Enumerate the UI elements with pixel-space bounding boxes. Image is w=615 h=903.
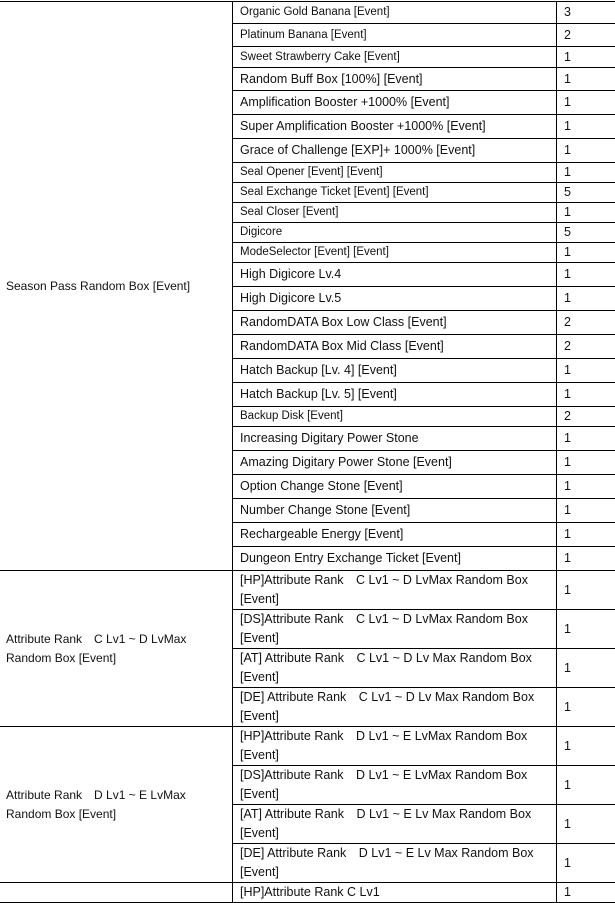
item-name-cell: Platinum Banana [Event]	[233, 24, 557, 47]
item-name-cell: Amazing Digitary Power Stone [Event]	[233, 451, 557, 475]
item-name-cell: Number Change Stone [Event]	[233, 499, 557, 523]
item-quantity-cell: 1	[557, 427, 615, 451]
reward-table	[0, 1, 615, 903]
item-quantity-cell: 1	[557, 727, 615, 766]
item-quantity-cell: 2	[557, 24, 615, 47]
item-name-cell: High Digicore Lv.5	[233, 287, 557, 311]
group-name-cell: Season Pass Random Box [Event]	[0, 2, 233, 571]
item-quantity-cell: 1	[557, 844, 615, 883]
table-row	[0, 571, 615, 610]
item-quantity-cell: 1	[557, 243, 615, 263]
item-quantity-cell: 1	[557, 547, 615, 571]
item-name-cell: [AT] Attribute Rank D Lv1 ~ E Lv Max Random Box [Event]	[233, 805, 557, 844]
item-name-cell: Random Buff Box [100%] [Event]	[233, 68, 557, 91]
item-name-cell: [DS]Attribute Rank D Lv1 ~ E LvMax Random Box [Event]	[233, 766, 557, 805]
group-name-cell: Attribute Rank C Lv1 ~ D LvMax Random Box [Event]	[0, 571, 233, 727]
item-name-cell: [HP]Attribute Rank D Lv1 ~ E LvMax Random Box [Event]	[233, 727, 557, 766]
item-quantity-cell: 1	[557, 115, 615, 139]
item-quantity-cell: 1	[557, 649, 615, 688]
item-name-cell: Increasing Digitary Power Stone	[233, 427, 557, 451]
item-quantity-cell: 1	[557, 91, 615, 115]
item-quantity-cell: 1	[557, 883, 615, 903]
table-row	[0, 2, 615, 24]
item-name-cell: Hatch Backup [Lv. 4] [Event]	[233, 359, 557, 383]
item-quantity-cell: 1	[557, 688, 615, 727]
item-name-cell: Option Change Stone [Event]	[233, 475, 557, 499]
item-name-cell: Digicore	[233, 223, 557, 243]
item-name-cell: Organic Gold Banana [Event]	[233, 2, 557, 24]
item-quantity-cell: 1	[557, 287, 615, 311]
item-quantity-cell: 1	[557, 475, 615, 499]
group-name-cell: Attribute Rank D Lv1 ~ E LvMax Random Box [Event]	[0, 727, 233, 883]
item-name-cell: High Digicore Lv.4	[233, 263, 557, 287]
item-name-cell: ModeSelector [Event] [Event]	[233, 243, 557, 263]
item-name-cell: Backup Disk [Event]	[233, 407, 557, 427]
item-name-cell: [HP]Attribute Rank C Lv1	[233, 883, 557, 903]
item-name-cell: [AT] Attribute Rank C Lv1 ~ D Lv Max Random Box [Event]	[233, 649, 557, 688]
item-name-cell: Seal Exchange Ticket [Event] [Event]	[233, 183, 557, 203]
item-name-cell: [DE] Attribute Rank D Lv1 ~ E Lv Max Random Box [Event]	[233, 844, 557, 883]
item-quantity-cell: 2	[557, 407, 615, 427]
item-quantity-cell: 1	[557, 451, 615, 475]
item-quantity-cell: 1	[557, 359, 615, 383]
item-quantity-cell: 2	[557, 335, 615, 359]
item-quantity-cell: 1	[557, 805, 615, 844]
item-quantity-cell: 2	[557, 311, 615, 335]
item-quantity-cell: 1	[557, 766, 615, 805]
item-name-cell: Dungeon Entry Exchange Ticket [Event]	[233, 547, 557, 571]
item-name-cell: Super Amplification Booster +1000% [Event]	[233, 115, 557, 139]
item-name-cell: [HP]Attribute Rank C Lv1 ~ D LvMax Random Box [Event]	[233, 571, 557, 610]
item-name-cell: RandomDATA Box Mid Class [Event]	[233, 335, 557, 359]
item-quantity-cell: 1	[557, 523, 615, 547]
item-name-cell: Hatch Backup [Lv. 5] [Event]	[233, 383, 557, 407]
table-row	[0, 727, 615, 766]
item-quantity-cell: 1	[557, 68, 615, 91]
item-quantity-cell: 3	[557, 2, 615, 24]
item-quantity-cell: 1	[557, 163, 615, 183]
item-quantity-cell: 1	[557, 499, 615, 523]
item-name-cell: Grace of Challenge [EXP]+ 1000% [Event]	[233, 139, 557, 163]
item-quantity-cell: 1	[557, 47, 615, 68]
item-name-cell: [DE] Attribute Rank C Lv1 ~ D Lv Max Random Box [Event]	[233, 688, 557, 727]
item-quantity-cell: 1	[557, 383, 615, 407]
item-name-cell: RandomDATA Box Low Class [Event]	[233, 311, 557, 335]
item-quantity-cell: 5	[557, 223, 615, 243]
item-name-cell: [DS]Attribute Rank C Lv1 ~ D LvMax Random Box [Event]	[233, 610, 557, 649]
item-quantity-cell: 1	[557, 263, 615, 287]
item-name-cell: Sweet Strawberry Cake [Event]	[233, 47, 557, 68]
item-quantity-cell: 1	[557, 610, 615, 649]
item-quantity-cell: 1	[557, 571, 615, 610]
item-name-cell: Amplification Booster +1000% [Event]	[233, 91, 557, 115]
item-name-cell: Seal Closer [Event]	[233, 203, 557, 223]
item-name-cell: Seal Opener [Event] [Event]	[233, 163, 557, 183]
item-quantity-cell: 1	[557, 139, 615, 163]
item-quantity-cell: 5	[557, 183, 615, 203]
item-name-cell: Rechargeable Energy [Event]	[233, 523, 557, 547]
item-quantity-cell: 1	[557, 203, 615, 223]
